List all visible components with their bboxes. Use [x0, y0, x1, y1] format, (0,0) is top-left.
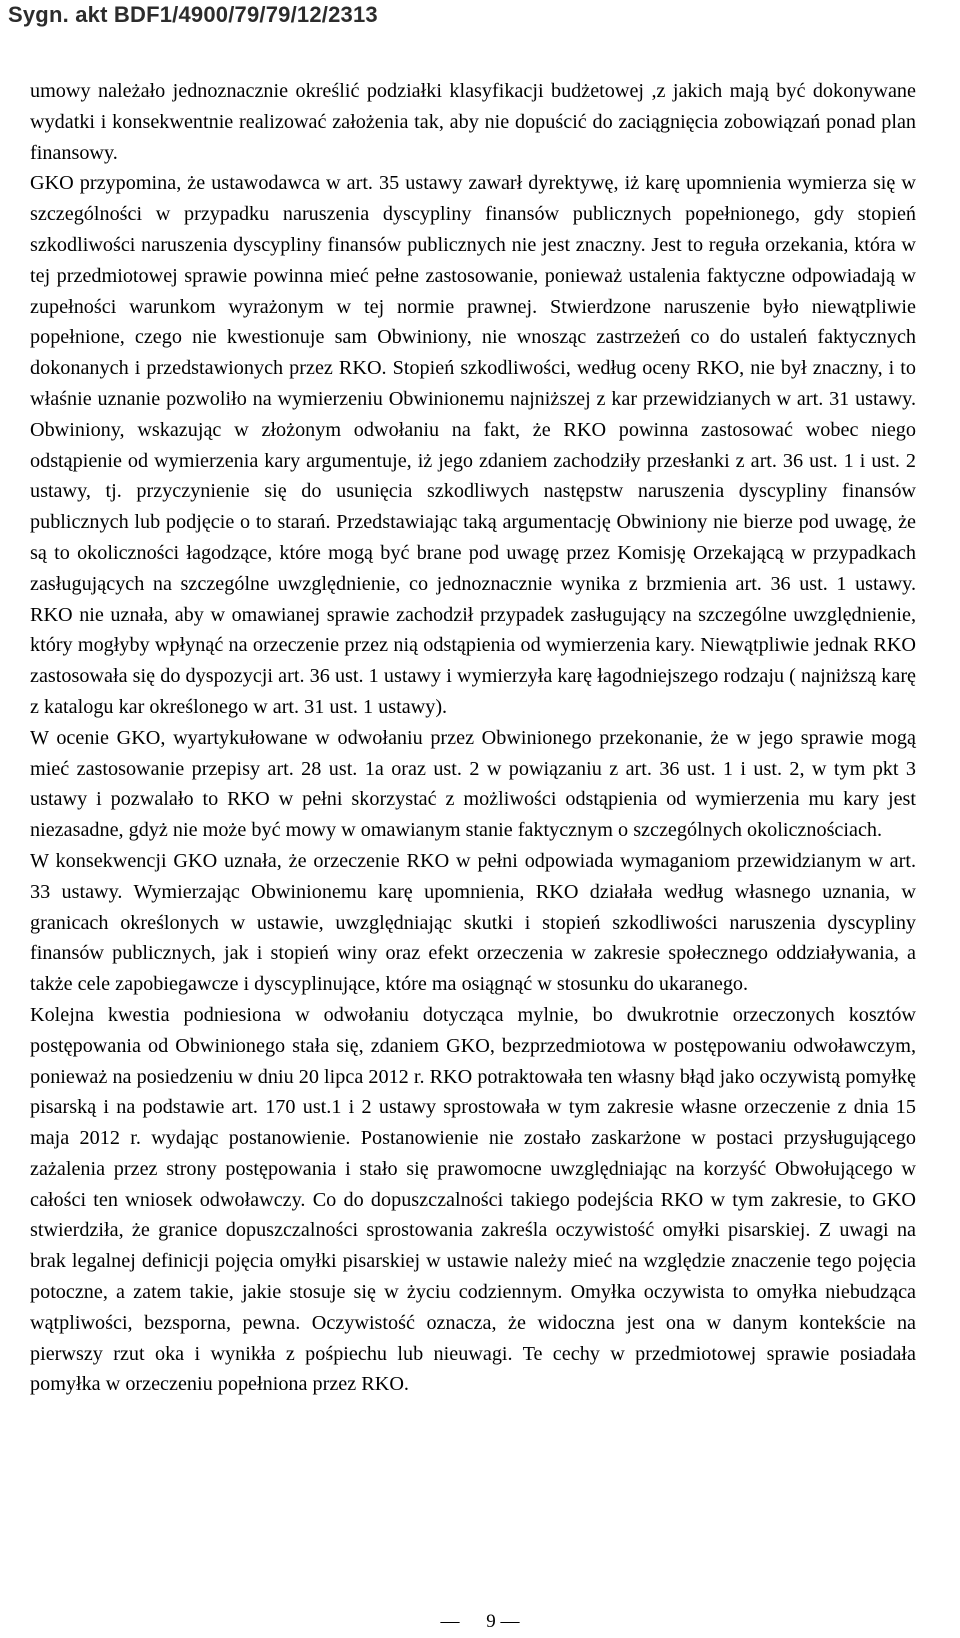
footer-dash-left: —	[440, 1611, 460, 1632]
paragraph: umowy należało jednoznacznie określić podziałki klasyfikacji budżetowej ,z jakich mają być dokonywane wydatki i konsekwentnie realizować założenia tak, aby nie dopuścić do zaciągnięcia zobowiązań ponad plan finansowy.	[30, 80, 916, 164]
paragraph: W konsekwencji GKO uznała, że orzeczenie RKO w pełni odpowiada wymaganiom przewidzianym w art. 33 ustawy. Wymierzając Obwinionemu karę upomnienia, RKO działała według własnego uznania, w granicach określonych w ustawie, uwzględniając skutki i stopień szkodliwości naruszenia dyscypliny finansów publicznych, jak i stopień winy oraz efekt orzeczenia w zakresie społecznego oddziaływania, a także cele zapobiegawcze i dyscyplinujące, które ma osiągnąć w stosunku do ukaranego.	[30, 849, 916, 996]
footer-dash-right: —	[500, 1611, 520, 1632]
paragraph: GKO przypomina, że ustawodawca w art. 35 ustawy zawarł dyrektywę, iż karę upomnienia wymierza się w szczególności w przypadku naruszenia dyscypliny finansów publicznych popełnionego, gdy stopień szkodliwości naruszenia dyscypliny finansów publicznych nie jest znaczny. Jest to reguła orzekania, która w tej przedmiotowej sprawie powinna mieć pełne zastosowanie, ponieważ ustalenia faktyczne odpowiadają w zupełności warunkom wyrażonym w tej normie prawnej. Stwierdzone naruszenie było niewątpliwie popełnione, czego nie kwestionuje sam Obwiniony, nie wnosząc zastrzeżeń co do ustaleń faktycznych dokonanych i przedstawionych przez RKO. Stopień szkodliwości, według oceny RKO, nie był znaczny, i to właśnie uznanie pozwoliło na wymierzeniu Obwinionemu najniższej z kar przewidzianych w art. 31 ustawy. Obwiniony, wskazując w złożonym odwołaniu na fakt, że RKO powinna zastosować wobec niego odstąpienie od wymierzenia kary argumentuje, iż jego zdaniem zachodziły przesłanki z art. 36 ust. 1 i ust. 2 ustawy, tj. przyczynienie się do usunięcia szkodliwych następstw naruszenia dyscypliny finansów publicznych lub podjęcie o to starań. Przedstawiając taką argumentację Obwiniony nie bierze pod uwagę, że są to okoliczności łagodzące, które mogą być brane pod uwagę przez Komisję Orzekającą w przypadkach zasługujących na szczególne uwzględnienie, co jednoznacznie wynika z brzmienia art. 36 ust. 1 ustawy. RKO nie uznała, aby w omawianej sprawie zachodził przypadek zasługujący na szczególne uwzględnienie, który mogłyby wpłynąć na orzeczenie przez nią odstąpienia od wymierzenia kary. Niewątpliwie jednak RKO zastosowała się do dyspozycji art. 36 ust. 1 ustawy i wymierzyła karę łagodniejszego rodzaju ( najniższą karę z katalogu kar określonego w art. 31 ust. 1 ustawy).	[30, 172, 916, 718]
case-signature: Sygn. akt BDF1/4900/79/79/12/2313	[8, 2, 378, 27]
page-footer	[0, 1611, 960, 1633]
document-body	[30, 76, 916, 1400]
paragraph: Kolejna kwestia podniesiona w odwołaniu dotycząca mylnie, bo dwukrotnie orzeczonych kosztów postępowania od Obwinionego stała się, zdaniem GKO, bezprzedmiotowa w postępowaniu odwoławczym, ponieważ na posiedzeniu w dniu 20 lipca 2012 r. RKO potraktowała ten własny błąd jako oczywistą pomyłkę pisarską i na podstawie art. 170 ust.1 i 2 ustawy sprostowała w tym zakresie własne orzeczenie z dnia 15 maja 2012 r. wydając postanowienie. Postanowienie nie zostało zaskarżone w postaci przysługującego zażalenia przez strony postępowania i stało się prawomocne uwzględniając na korzyść Obwołującego w całości ten wniosek odwoławczy. Co do dopuszczalności takiego podejścia RKO w tym zakresie, to GKO stwierdziła, że granice dopuszczalności sprostowania zakreśla oczywistość omyłki pisarskiej. Z uwagi na brak legalnej definicji pojęcia omyłki pisarskiej w ustawie należy mieć na względzie znaczenie tego pojęcia potoczne, a zatem takie, jakie stosuje się w życiu codziennym. Omyłka oczywista to omyłka niebudząca wątpliwości, bezsporna, pewna. Oczywistość oznacza, że widoczna jest ona w danym kontekście na pierwszy rzut oka i wynikła z pośpiechu lub nieuwagi. Te cechy w przedmiotowej sprawie posiadała pomyłka w orzeczeniu popełniona przez RKO.	[30, 1003, 916, 1396]
page-number: 9	[486, 1611, 496, 1632]
paragraph: W ocenie GKO, wyartykułowane w odwołaniu przez Obwinionego przekonanie, że w jego sprawie mogą mieć zastosowanie przepisy art. 28 ust. 1a oraz ust. 2 w powiązaniu z art. 36 ust. 1 i ust. 2, w tym pkt 3 ustawy i pozwalało to RKO w pełni skorzystać z możliwości odstąpienia od wymierzenia mu kary jest niezasadne, gdyż nie może być mowy w omawianym stanie faktycznym o szczególnych okolicznościach.	[30, 726, 916, 842]
